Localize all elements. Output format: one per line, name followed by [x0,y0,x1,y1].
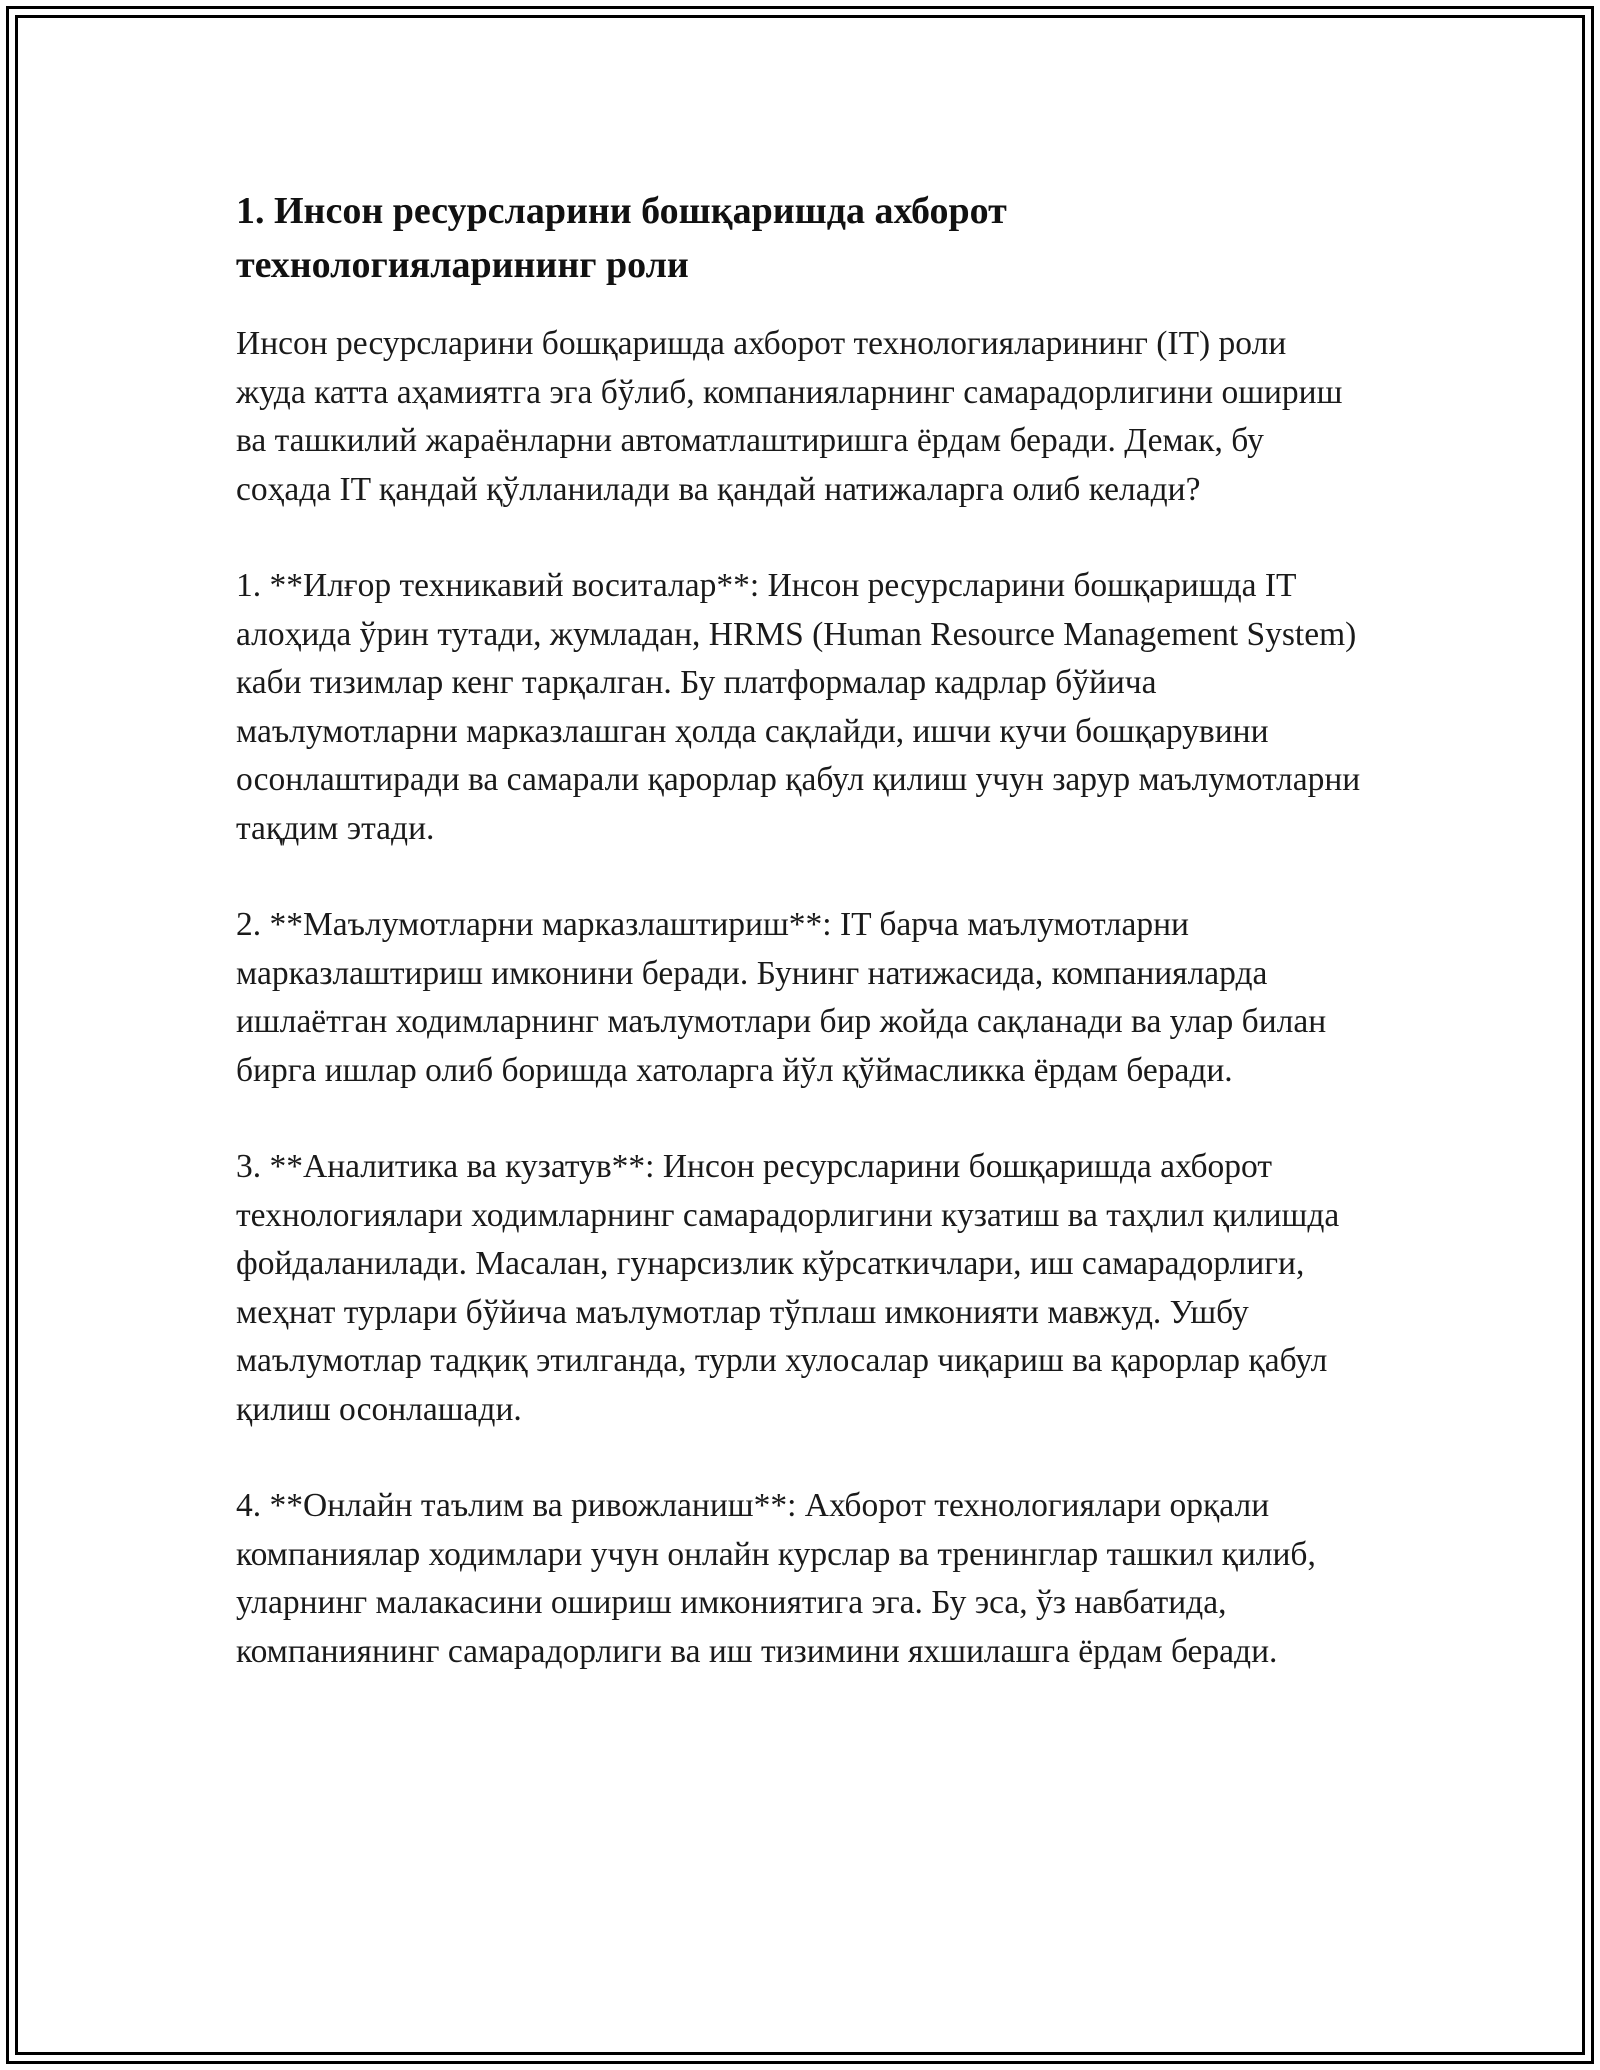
list-item: 3. **Аналитика ва кузатув**: Инсон ресурсларини бошқаришда ахборот технологиялари ходимларнинг самарадорлигини кузатиш ва таҳлил қилишда фойдаланилади. Масалан, гунарсизлик кўрсаткичлари, иш самарадорлиги, меҳнат турлари бўйича маълумотлар тўплаш имконияти мавжуд. Ушбу маълумотлар тадқиқ этилганда, турли хулосалар чиқариш ва қарорлар қабул қилиш осонлашади. [236,1148,1340,1428]
intro-paragraph: Инсон ресурсларини бошқаришда ахборот технологияларининг (IT) роли жуда катта аҳамиятга эга бўлиб, компанияларнинг самарадорлигини ошириш ва ташкилий жараёнларни автоматлаштиришга ёрдам беради. Демак, бу соҳада IT қандай қўлланилади ва қандай натижаларга олиб келади? [236,325,1343,508]
list-item: 1. **Илғор техникавий воситалар**: Инсон ресурсларини бошқаришда IT алоҳида ўрин тутади, жумладан, HRMS (Human Resource Management System) каби тизимлар кенг тарқалган. Бу платформалар кадрлар бўйича маълумотларни марказлашган ҳолда сақлайди, ишчи кучи бошқарувини осонлаштиради ва самарали қарорлар қабул қилиш учун зарур маълумотларни тақдим этади. [236,567,1361,847]
list-item: 4. **Онлайн таълим ва ривожланиш**: Ахборот технологиялари орқали компаниялар ходимлари учун онлайн курслар ва тренинглар ташкил қилиб, уларнинг малакасини ошириш имкониятига эга. Бу эса, ўз навбатида, компаниянинг самарадорлиги ва иш тизимини яхшилашга ёрдам беради. [236,1487,1316,1670]
list-item: 2. **Маълумотларни марказлаштириш**: IT барча маълумотларни марказлаштириш имконини беради. Бунинг натижасида, компанияларда ишлаётган ходимларнинг маълумотлари бир жойда сақланади ва улар билан бирга ишлар олиб боришда хатоларга йўл қўймасликка ёрдам беради. [236,906,1327,1089]
document-body [236,184,1364,1724]
section-heading: 1. Инсон ресурсларини бошқаришда ахборот технологияларининг роли [236,190,1007,286]
